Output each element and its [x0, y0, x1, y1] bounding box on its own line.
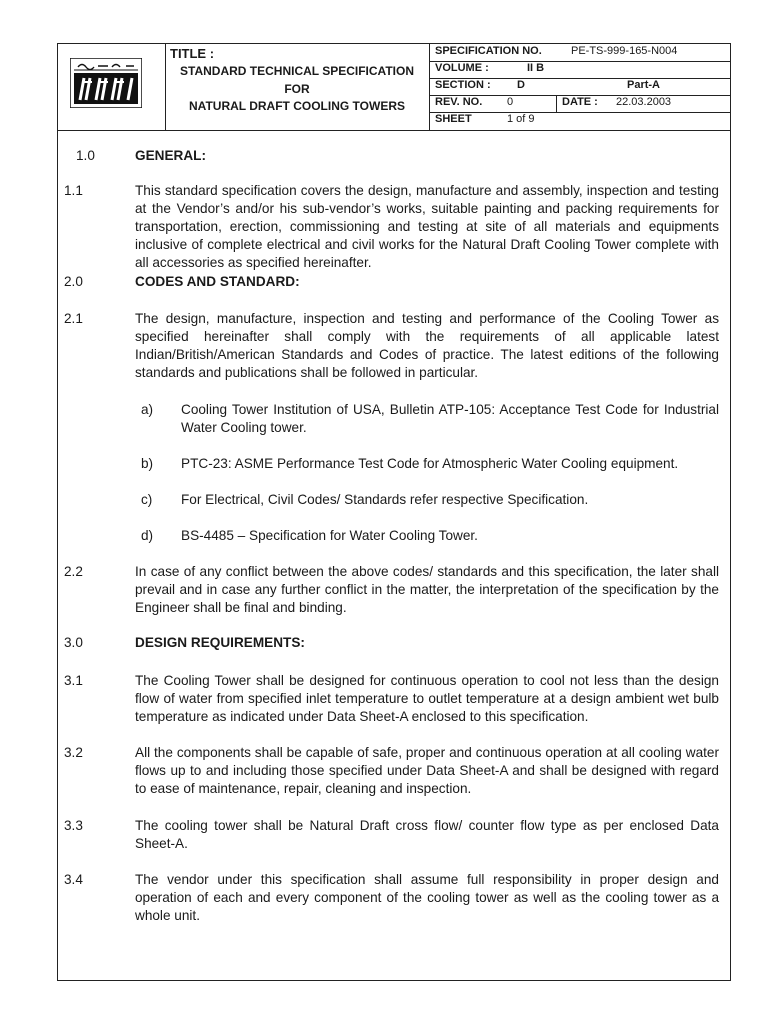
- list-item-text: PTC-23: ASME Performance Test Code for Atmospheric Water Cooling equipment.: [181, 456, 679, 471]
- title-line-1: STANDARD TECHNICAL SPECIFICATION: [180, 64, 414, 78]
- list-marker: a): [141, 402, 154, 417]
- title-label: TITLE :: [170, 46, 215, 61]
- clause-text: The cooling tower shall be Natural Draft cross flow/ counter flow type as per enclosed Data Sheet-A.: [135, 818, 719, 851]
- spec-no-label: SPECIFICATION NO.: [435, 45, 542, 57]
- spec-no-value: PE-TS-999-165-N004: [571, 45, 678, 57]
- section-number: 1.0: [76, 148, 95, 163]
- clause-number: 3.3: [64, 818, 83, 833]
- clause-text: This standard specification covers the design, manufacture and assembly, inspection and testing at the Vendor’s and/or his sub-vendor’s works, suitable painting and packing requirements for transportation, erection, commissioning and testing at site of all materials and equipments inclusive of complete electrical and civil works for the Natural Draft Cooling Tower complete with all accessories as specified hereinafter.: [135, 183, 719, 270]
- title-cell: [165, 44, 430, 130]
- rev-label: REV. NO.: [435, 96, 483, 108]
- spec-table: [429, 44, 730, 130]
- title-line-2: FOR: [284, 82, 310, 96]
- volume-value: II B: [527, 62, 545, 74]
- clause-number: 3.1: [64, 673, 83, 688]
- clause-text: The Cooling Tower shall be designed for continuous operation to cool not less than the design flow of water from specified inlet temperature to outlet temperature at a design ambient wet bulb temperature as indicated under Data Sheet-A enclosed to this specification.: [135, 673, 719, 724]
- spec-row-revision: [429, 95, 730, 113]
- section-number: 2.0: [64, 274, 83, 289]
- section-value: D: [517, 79, 525, 91]
- section-heading: DESIGN REQUIREMENTS:: [135, 635, 305, 650]
- section-label: SECTION :: [435, 79, 491, 91]
- date-label: DATE :: [562, 96, 598, 108]
- sheet-label: SHEET: [435, 113, 472, 125]
- part-value: Part-A: [627, 79, 661, 91]
- clause-number: 3.2: [64, 745, 83, 760]
- spec-row-volume: [429, 61, 730, 79]
- clause-text: All the components shall be capable of safe, proper and continuous operation at all cooling water flows up to and including those specified under Data Sheet-A and shall be designed with regard to ease of maintenance, repair, cleaning and inspection.: [135, 745, 719, 796]
- section-heading: CODES AND STANDARD:: [135, 274, 300, 289]
- clause-number: 3.4: [64, 872, 83, 887]
- title-line-3: NATURAL DRAFT COOLING TOWERS: [189, 99, 405, 113]
- sheet-value: 1 of 9: [507, 113, 535, 125]
- clause-text: The design, manufacture, inspection and testing and performance of the Cooling Tower as specified hereinafter shall comply with the requirements of all applicable latest Indian/British/American Standards and Codes of practice. The latest editions of the following standards and publications shall be followed in particular.: [135, 311, 719, 380]
- list-item-text: Cooling Tower Institution of USA, Bulletin ATP-105: Acceptance Test Code for Industrial Water Cooling tower.: [181, 402, 719, 435]
- rev-date-divider: [556, 95, 557, 112]
- spec-row-section: [429, 78, 730, 96]
- list-item-text: For Electrical, Civil Codes/ Standards refer respective Specification.: [181, 492, 589, 507]
- clause-text: In case of any conflict between the above codes/ standards and this specification, the later shall prevail and in case any further conflict in the matter, the interpretation of the specification by the Engineer shall be final and binding.: [135, 564, 719, 615]
- volume-label: VOLUME :: [435, 62, 489, 74]
- section-number: 3.0: [64, 635, 83, 650]
- spec-row-number: [429, 44, 730, 62]
- list-marker: d): [141, 528, 154, 543]
- section-heading: GENERAL:: [135, 148, 206, 163]
- title-block: [58, 44, 730, 131]
- logo-cell: [58, 44, 166, 130]
- spec-row-sheet: [429, 112, 730, 128]
- clause-text: The vendor under this specification shall assume full responsibility in proper design and operation of each and every component of the cooling tower as well as the cooling tower as a whole unit.: [135, 872, 719, 923]
- company-logo-icon: [70, 58, 142, 108]
- date-value: 22.03.2003: [616, 96, 672, 108]
- clause-number: 2.2: [64, 564, 83, 579]
- rev-value: 0: [507, 96, 514, 108]
- list-marker: c): [141, 492, 153, 507]
- clause-number: 2.1: [64, 311, 83, 326]
- document-frame: [57, 43, 731, 981]
- list-item-text: BS-4485 – Specification for Water Cooling Tower.: [181, 528, 478, 543]
- clause-number: 1.1: [64, 183, 83, 198]
- list-marker: b): [141, 456, 154, 471]
